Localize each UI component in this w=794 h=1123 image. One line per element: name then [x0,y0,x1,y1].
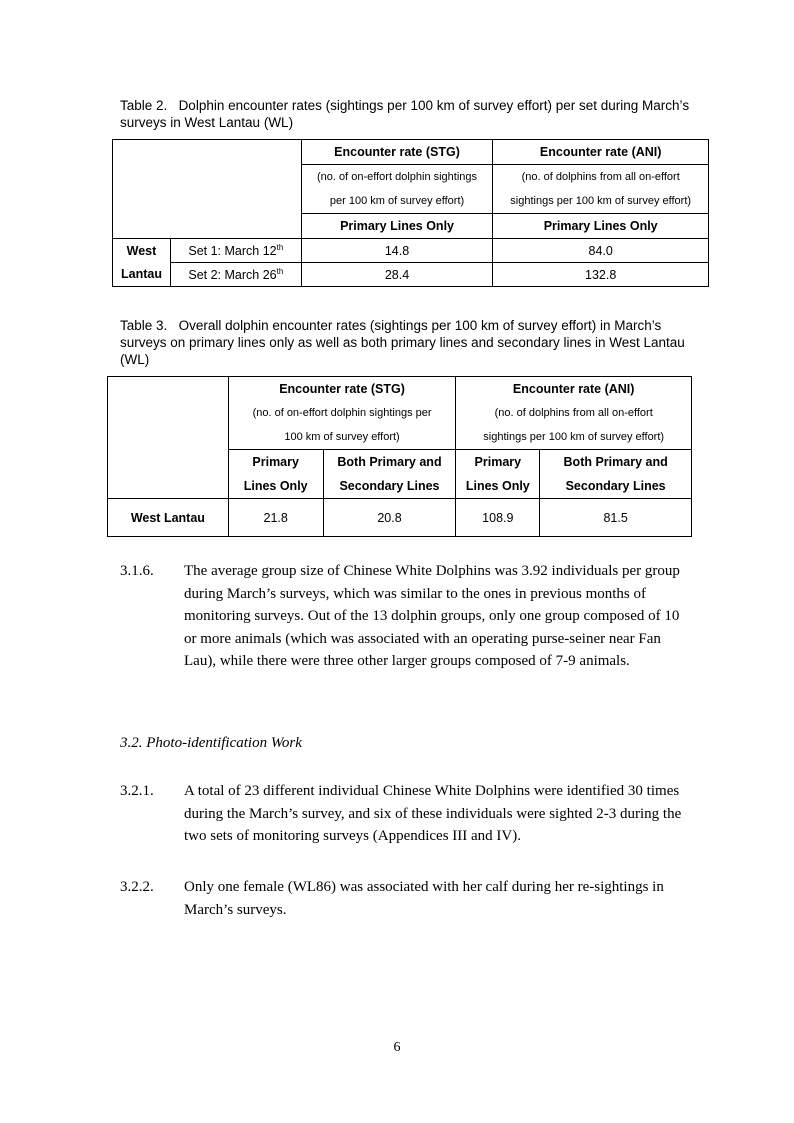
table2-row1-set [170,239,301,263]
table2-row1-ani: 84.0 [493,239,709,263]
table3-ani-sub2: sightings per 100 km of survey effort) [456,425,692,450]
table2-stg-sub2: per 100 km of survey effort) [301,189,493,214]
table2-stg-header: Encounter rate (STG) [301,140,493,165]
para-322-number: 3.2.2. [120,879,154,895]
table2-ani-sub2: sightings per 100 km of survey effort) [493,189,709,214]
table3-ani-primary-value: 108.9 [456,499,540,537]
table2-empty-corner [113,140,302,239]
para-322-text: Only one female (WL86) was associated with her calf during her re-sightings in March’s surveys. [184,879,664,918]
table3-ani-primary-l2: Lines Only [456,474,540,499]
table3-stg-primary-l2: Lines Only [228,474,323,499]
table2-row1-sup: th [276,242,284,252]
table2-area-line1: West [113,239,171,263]
table2-ani-sub1: (no. of dolphins from all on-effort [493,165,709,190]
table3-stg-sub1: (no. of on-effort dolphin sightings per [228,401,456,425]
table2-stg-sub1: (no. of on-effort dolphin sightings [301,165,493,190]
table3-ani-primary-l1: Primary [456,450,540,475]
table3-stg-primary-value: 21.8 [228,499,323,537]
table2-ani-primary-only: Primary Lines Only [493,214,709,239]
table3 [107,376,692,537]
table3-stg-primary-l1: Primary [228,450,323,475]
table2-row1-set-text: Set 1: March 12 [188,244,277,259]
table2-stg-primary-only: Primary Lines Only [301,214,493,239]
table3-ani-both-l1: Both Primary and [540,450,692,475]
table3-stg-both-value: 20.8 [323,499,456,537]
table2-row2-set [170,263,301,287]
table2-row2-sup: th [276,266,284,276]
table2-row2-ani: 132.8 [493,263,709,287]
table2-row2-stg: 28.4 [301,263,493,287]
table2-caption-label: Table 2. [120,98,168,113]
table3-ani-both-value: 81.5 [540,499,692,537]
section-heading-3-2: 3.2. Photo-identification Work [120,735,302,751]
table3-empty-corner [108,377,229,499]
table3-stg-both-l1: Both Primary and [323,450,456,475]
table2-ani-header: Encounter rate (ANI) [493,140,709,165]
table3-ani-sub1: (no. of dolphins from all on-effort [456,401,692,425]
table2-caption [120,97,700,131]
table3-caption-text: Overall dolphin encounter rates (sightings per 100 km of survey effort) in March’s surveys on primary lines only as well as both primary lines and secondary lines in West Lantau (WL) [120,318,685,367]
table2-row2-set-text: Set 2: March 26 [188,268,277,283]
table3-stg-header: Encounter rate (STG) [228,377,456,402]
table3-ani-both-l2: Secondary Lines [540,474,692,499]
para-321-text: A total of 23 different individual Chinese White Dolphins were identified 30 times during the March’s survey, and six of these individuals were sighted 2-3 during the two sets of monitoring surveys (Appendices III and IV). [184,783,682,844]
table2 [112,139,709,287]
para-316-text: The average group size of Chinese White Dolphins was 3.92 individuals per group during March’s surveys, which was similar to the ones in previous months of monitoring surveys. Out of the 13 dolphin groups, only one group composed of 10 or more animals (which was associated with an operating purse-seiner near Fan Lau), while there were three other larger groups composed of 7-9 animals. [184,563,680,669]
table2-caption-text: Dolphin encounter rates (sightings per 100 km of survey effort) per set during March’s surveys in West Lantau (WL) [120,98,690,130]
table2-area-line2: Lantau [113,263,171,287]
page-number: 6 [393,1040,401,1055]
table3-stg-sub2: 100 km of survey effort) [228,425,456,450]
para-321-number: 3.2.1. [120,783,154,799]
table3-caption-label: Table 3. [120,318,168,333]
table3-row-label: West Lantau [108,499,229,537]
table3-ani-header: Encounter rate (ANI) [456,377,692,402]
para-316-number: 3.1.6. [120,563,154,579]
table3-caption [120,317,700,368]
table3-stg-both-l2: Secondary Lines [323,474,456,499]
table2-row1-stg: 14.8 [301,239,493,263]
